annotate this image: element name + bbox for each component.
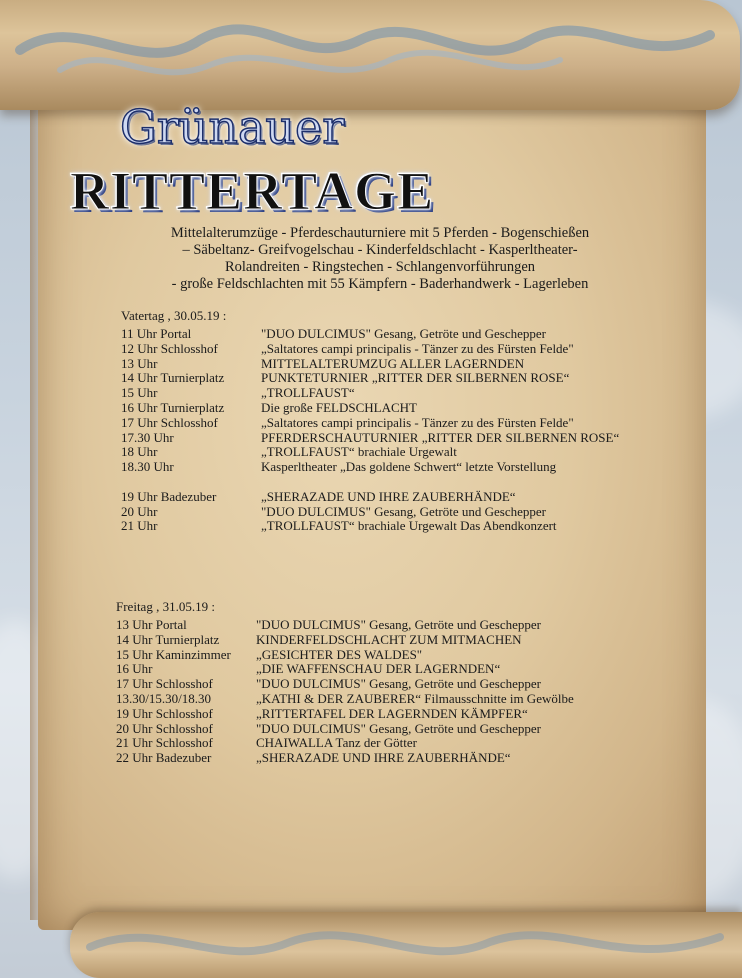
schedule-row: [116, 662, 574, 677]
event-time: 16 Uhr Turnierplatz: [121, 399, 225, 415]
scroll-bottom-roll: [70, 912, 742, 978]
event-time: 19 Uhr Schlosshof: [116, 705, 213, 721]
event-time: 18 Uhr: [121, 444, 158, 460]
event-name: „Saltatores campi principalis - Tänzer zu des Fürsten Felde": [261, 414, 574, 430]
scroll-ornament-top: [0, 0, 740, 110]
schedule-row: [121, 357, 619, 372]
schedule-row: [121, 490, 619, 505]
schedule-row: [121, 371, 619, 386]
event-time: 16 Uhr: [116, 661, 153, 677]
event-name: „DIE WAFFENSCHAU DER LAGERNDEN“: [256, 661, 501, 677]
schedule-row: [121, 445, 619, 460]
event-time: 18.30 Uhr: [121, 459, 174, 475]
event-time: 19 Uhr Badezuber: [121, 488, 217, 504]
schedule-row: [121, 401, 619, 416]
event-time: 21 Uhr Schlosshof: [116, 735, 213, 751]
schedule-row: [116, 618, 574, 633]
event-time: 21 Uhr: [121, 518, 158, 534]
event-name: „TROLLFAUST“ brachiale Urgewalt Das Abendkonzert: [261, 518, 557, 534]
event-time: 20 Uhr: [121, 503, 158, 519]
schedule-row: [116, 677, 574, 692]
intro-text: [100, 225, 660, 293]
schedule-row: [121, 327, 619, 342]
event-time: 17.30 Uhr: [121, 429, 174, 445]
event-time: 12 Uhr Schlosshof: [121, 340, 218, 356]
event-time: 13.30/15.30/18.30: [116, 690, 211, 706]
event-time: 13 Uhr Portal: [116, 617, 187, 632]
scroll-top-roll: [0, 0, 740, 110]
title-line-1: Grünauer: [120, 100, 345, 154]
event-name: „KATHI & DER ZAUBERER“ Filmausschnitte im Gewölbe: [256, 690, 574, 706]
intro-line: Mittelalterumzüge - Pferdeschauturniere mit 5 Pferden - Bogenschießen: [170, 225, 590, 241]
event-name: MITTELALTERUMZUG ALLER LAGERNDEN: [261, 355, 525, 371]
schedule-row: [121, 416, 619, 431]
event-time: 15 Uhr Kaminzimmer: [116, 646, 231, 662]
schedule-row: [121, 431, 619, 446]
event-time: 22 Uhr Badezuber: [116, 750, 212, 766]
event-name: "DUO DULCIMUS" Gesang, Getröte und Geschepper: [256, 617, 541, 632]
event-name: Die große FELDSCHLACHT: [261, 399, 417, 415]
event-name: KINDERFELDSCHLACHT ZUM MITMACHEN: [256, 631, 522, 647]
schedule-day-1: [121, 309, 619, 534]
event-time: 13 Uhr: [121, 355, 158, 371]
schedule-row: [121, 342, 619, 357]
spacer: [121, 475, 619, 490]
schedule-row: [116, 736, 574, 751]
event-name: „SHERAZADE UND IHRE ZAUBERHÄNDE“: [256, 750, 511, 766]
schedule-row: [116, 722, 574, 737]
event-name: „RITTERTAFEL DER LAGERNDEN KÄMPFER“: [256, 705, 528, 721]
event-name: "DUO DULCIMUS" Gesang, Getröte und Geschepper: [261, 503, 546, 519]
schedule-row: [121, 460, 619, 475]
event-time: 11 Uhr Portal: [121, 326, 192, 341]
event-name: "DUO DULCIMUS" Gesang, Getröte und Geschepper: [256, 720, 541, 736]
event-time: 14 Uhr Turnierplatz: [121, 370, 225, 386]
event-time: 17 Uhr Schlosshof: [121, 414, 218, 430]
event-name: „SHERAZADE UND IHRE ZAUBERHÄNDE“: [261, 488, 516, 504]
schedule-row: [116, 692, 574, 707]
intro-line: - große Feldschlachten mit 55 Kämpfern - Baderhandwerk - Lagerleben: [171, 276, 589, 292]
intro-line: Rolandreiten - Ringstechen - Schlangenvorführungen: [224, 259, 536, 275]
title-line-2: RITTERTAGE: [70, 161, 435, 221]
schedule-row: [121, 386, 619, 401]
scroll-ornament-bottom: [70, 912, 742, 978]
day-heading: Freitag , 31.05.19 :: [116, 599, 215, 614]
event-name: "DUO DULCIMUS" Gesang, Getröte und Geschepper: [256, 676, 541, 692]
event-name: PUNKTETURNIER „RITTER DER SILBERNEN ROSE“: [261, 370, 570, 386]
event-name: PFERDERSCHAUTURNIER „RITTER DER SILBERNEN ROSE“: [261, 429, 620, 445]
event-time: 17 Uhr Schlosshof: [116, 676, 213, 692]
event-name: „Saltatores campi principalis - Tänzer zu des Fürsten Felde": [261, 340, 574, 356]
schedule-row: [121, 505, 619, 520]
event-name: CHAIWALLA Tanz der Götter: [256, 735, 417, 751]
schedule-day-2: [116, 600, 574, 766]
event-name: „GESICHTER DES WALDES": [256, 646, 423, 662]
event-name: „TROLLFAUST“ brachiale Urgewalt: [261, 444, 457, 460]
schedule-row: [116, 751, 574, 766]
schedule-row: [116, 707, 574, 722]
event-time: 14 Uhr Turnierplatz: [116, 631, 220, 647]
event-time: 15 Uhr: [121, 385, 158, 401]
schedule-row: [121, 519, 619, 534]
event-time: 20 Uhr Schlosshof: [116, 720, 213, 736]
event-name: "DUO DULCIMUS" Gesang, Getröte und Geschepper: [261, 326, 546, 341]
day-heading: Vatertag , 30.05.19 :: [121, 308, 227, 323]
schedule-row: [116, 633, 574, 648]
event-name: „TROLLFAUST“: [261, 385, 355, 401]
event-name: Kasperltheater „Das goldene Schwert“ letzte Vorstellung: [261, 459, 557, 475]
schedule-row: [116, 648, 574, 663]
intro-line: – Säbeltanz- Greifvogelschau - Kinderfeldschlacht - Kasperltheater-: [182, 242, 578, 258]
